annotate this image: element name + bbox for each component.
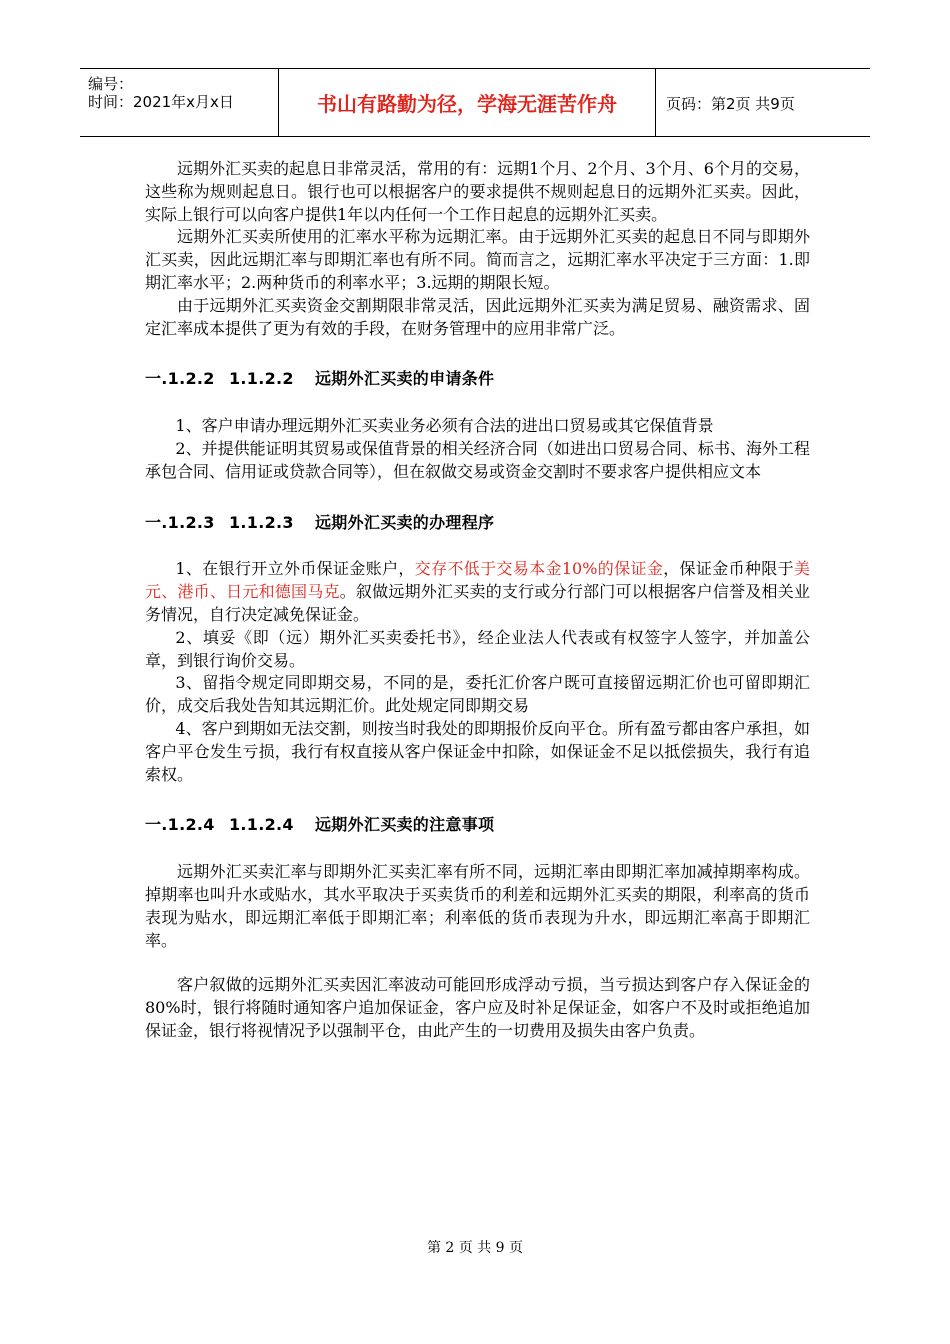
section-heading bbox=[145, 368, 810, 391]
section-heading bbox=[145, 512, 810, 535]
list-item: 4、客户到期如无法交割，则按当时我处的即期报价反向平仓。所有盈亏都由客户承担，如客户平仓发生亏损，我行有权直接从客户保证金中扣除，如保证金不足以抵偿损失，我行有追索权。 bbox=[145, 718, 810, 784]
doc-time-label: 时间：2021年x月x日 bbox=[88, 93, 234, 111]
header-meta bbox=[80, 69, 279, 136]
section-subnumber: 1.1.2.2 bbox=[229, 369, 294, 389]
document-body bbox=[145, 158, 810, 1043]
section-number: 一.1.2.3 bbox=[145, 512, 215, 532]
highlight-currencies: 美元、港币、日元和德国马克 bbox=[145, 559, 810, 602]
list-item: 1、客户申请办理远期外汇买卖业务必须有合法的进出口贸易或其它保值背景 bbox=[175, 416, 714, 436]
list-item bbox=[145, 558, 810, 626]
paragraph: 远期外汇买卖的起息日非常灵活，常用的有：远期1个月、2个月、3个月、6个月的交易，这些称为规则起息日。银行也可以根据客户的要求提供不规则起息日的远期外汇买卖。因此，实际上银行可以向客户提供1年以内任何一个工作日起息的远期外汇买卖。 bbox=[145, 159, 810, 224]
section-subnumber: 1.1.2.4 bbox=[229, 815, 294, 835]
section-heading bbox=[145, 814, 810, 837]
page-footer: 第 2 页 共 9 页 bbox=[426, 1240, 524, 1256]
paragraph: 远期外汇买卖汇率与即期外汇买卖汇率有所不同，远期汇率由即期汇率加减掉期率构成。掉期率也叫升水或贴水，其水平取决于买卖货币的利差和远期外汇买卖的期限，利率高的货币表现为贴水，即远期汇率低于即期汇率；利率低的货币表现为升水，即远期汇率高于即期汇率。 bbox=[145, 862, 810, 950]
list-item: 2、并提供能证明其贸易或保值背景的相关经济合同（如进出口贸易合同、标书、海外工程承包合同、信用证或贷款合同等），但在叙做交易或资金交割时不要求客户提供相应文本 bbox=[145, 438, 810, 481]
section-number: 一.1.2.2 bbox=[145, 369, 215, 389]
text-run: 1、在银行开立外币保证金账户， bbox=[175, 559, 415, 579]
text-run: 。叙做远期外汇买卖的支行或分行部门可以根据客户信誉及相关业务情况，自行决定减免保证金。 bbox=[145, 582, 810, 624]
doc-number-label: 编号： bbox=[88, 75, 134, 93]
header-motto: 书山有路勤为径，学海无涯苦作舟 bbox=[279, 69, 656, 136]
section-subnumber: 1.1.2.3 bbox=[229, 512, 294, 532]
list-item: 3、留指令规定同即期交易，不同的是，委托汇价客户既可直接留远期汇价也可留即期汇价，成交后我处告知其远期汇价。此处规定同即期交易 bbox=[145, 673, 810, 716]
paragraph: 远期外汇买卖所使用的汇率水平称为远期汇率。由于远期外汇买卖的起息日不同与即期外汇买卖，因此远期汇率与即期汇率也有所不同。简而言之，远期汇率水平决定于三方面：1.即期汇率水平；2.两种货币的利率水平；3.远期的期限长短。 bbox=[145, 227, 810, 292]
section-title: 远期外汇买卖的注意事项 bbox=[315, 815, 495, 835]
text-run: ，保证金币种限于 bbox=[663, 559, 794, 579]
header-page-number: 页码：第2页 共9页 bbox=[666, 95, 795, 113]
section-title: 远期外汇买卖的申请条件 bbox=[315, 369, 495, 389]
paragraph: 由于远期外汇买卖资金交割期限非常灵活，因此远期外汇买卖为满足贸易、融资需求、固定汇率成本提供了更为有效的手段，在财务管理中的应用非常广泛。 bbox=[145, 295, 810, 338]
highlight-deposit: 交存不低于交易本金10%的保证金 bbox=[414, 559, 664, 579]
page-header bbox=[80, 68, 870, 137]
paragraph: 客户叙做的远期外汇买卖因汇率波动可能回形成浮动亏损，当亏损达到客户存入保证金的80%时，银行将随时通知客户追加保证金，客户应及时补足保证金，如客户不及时或拒绝追加保证金，银行将视情况予以强制平仓，由此产生的一切费用及损失由客户负责。 bbox=[145, 975, 810, 1040]
list-item: 2、填妥《即（远）期外汇买卖委托书》，经企业法人代表或有权签字人签字，并加盖公章，到银行询价交易。 bbox=[145, 627, 810, 670]
section-title: 远期外汇买卖的办理程序 bbox=[315, 512, 495, 532]
section-number: 一.1.2.4 bbox=[145, 815, 215, 835]
